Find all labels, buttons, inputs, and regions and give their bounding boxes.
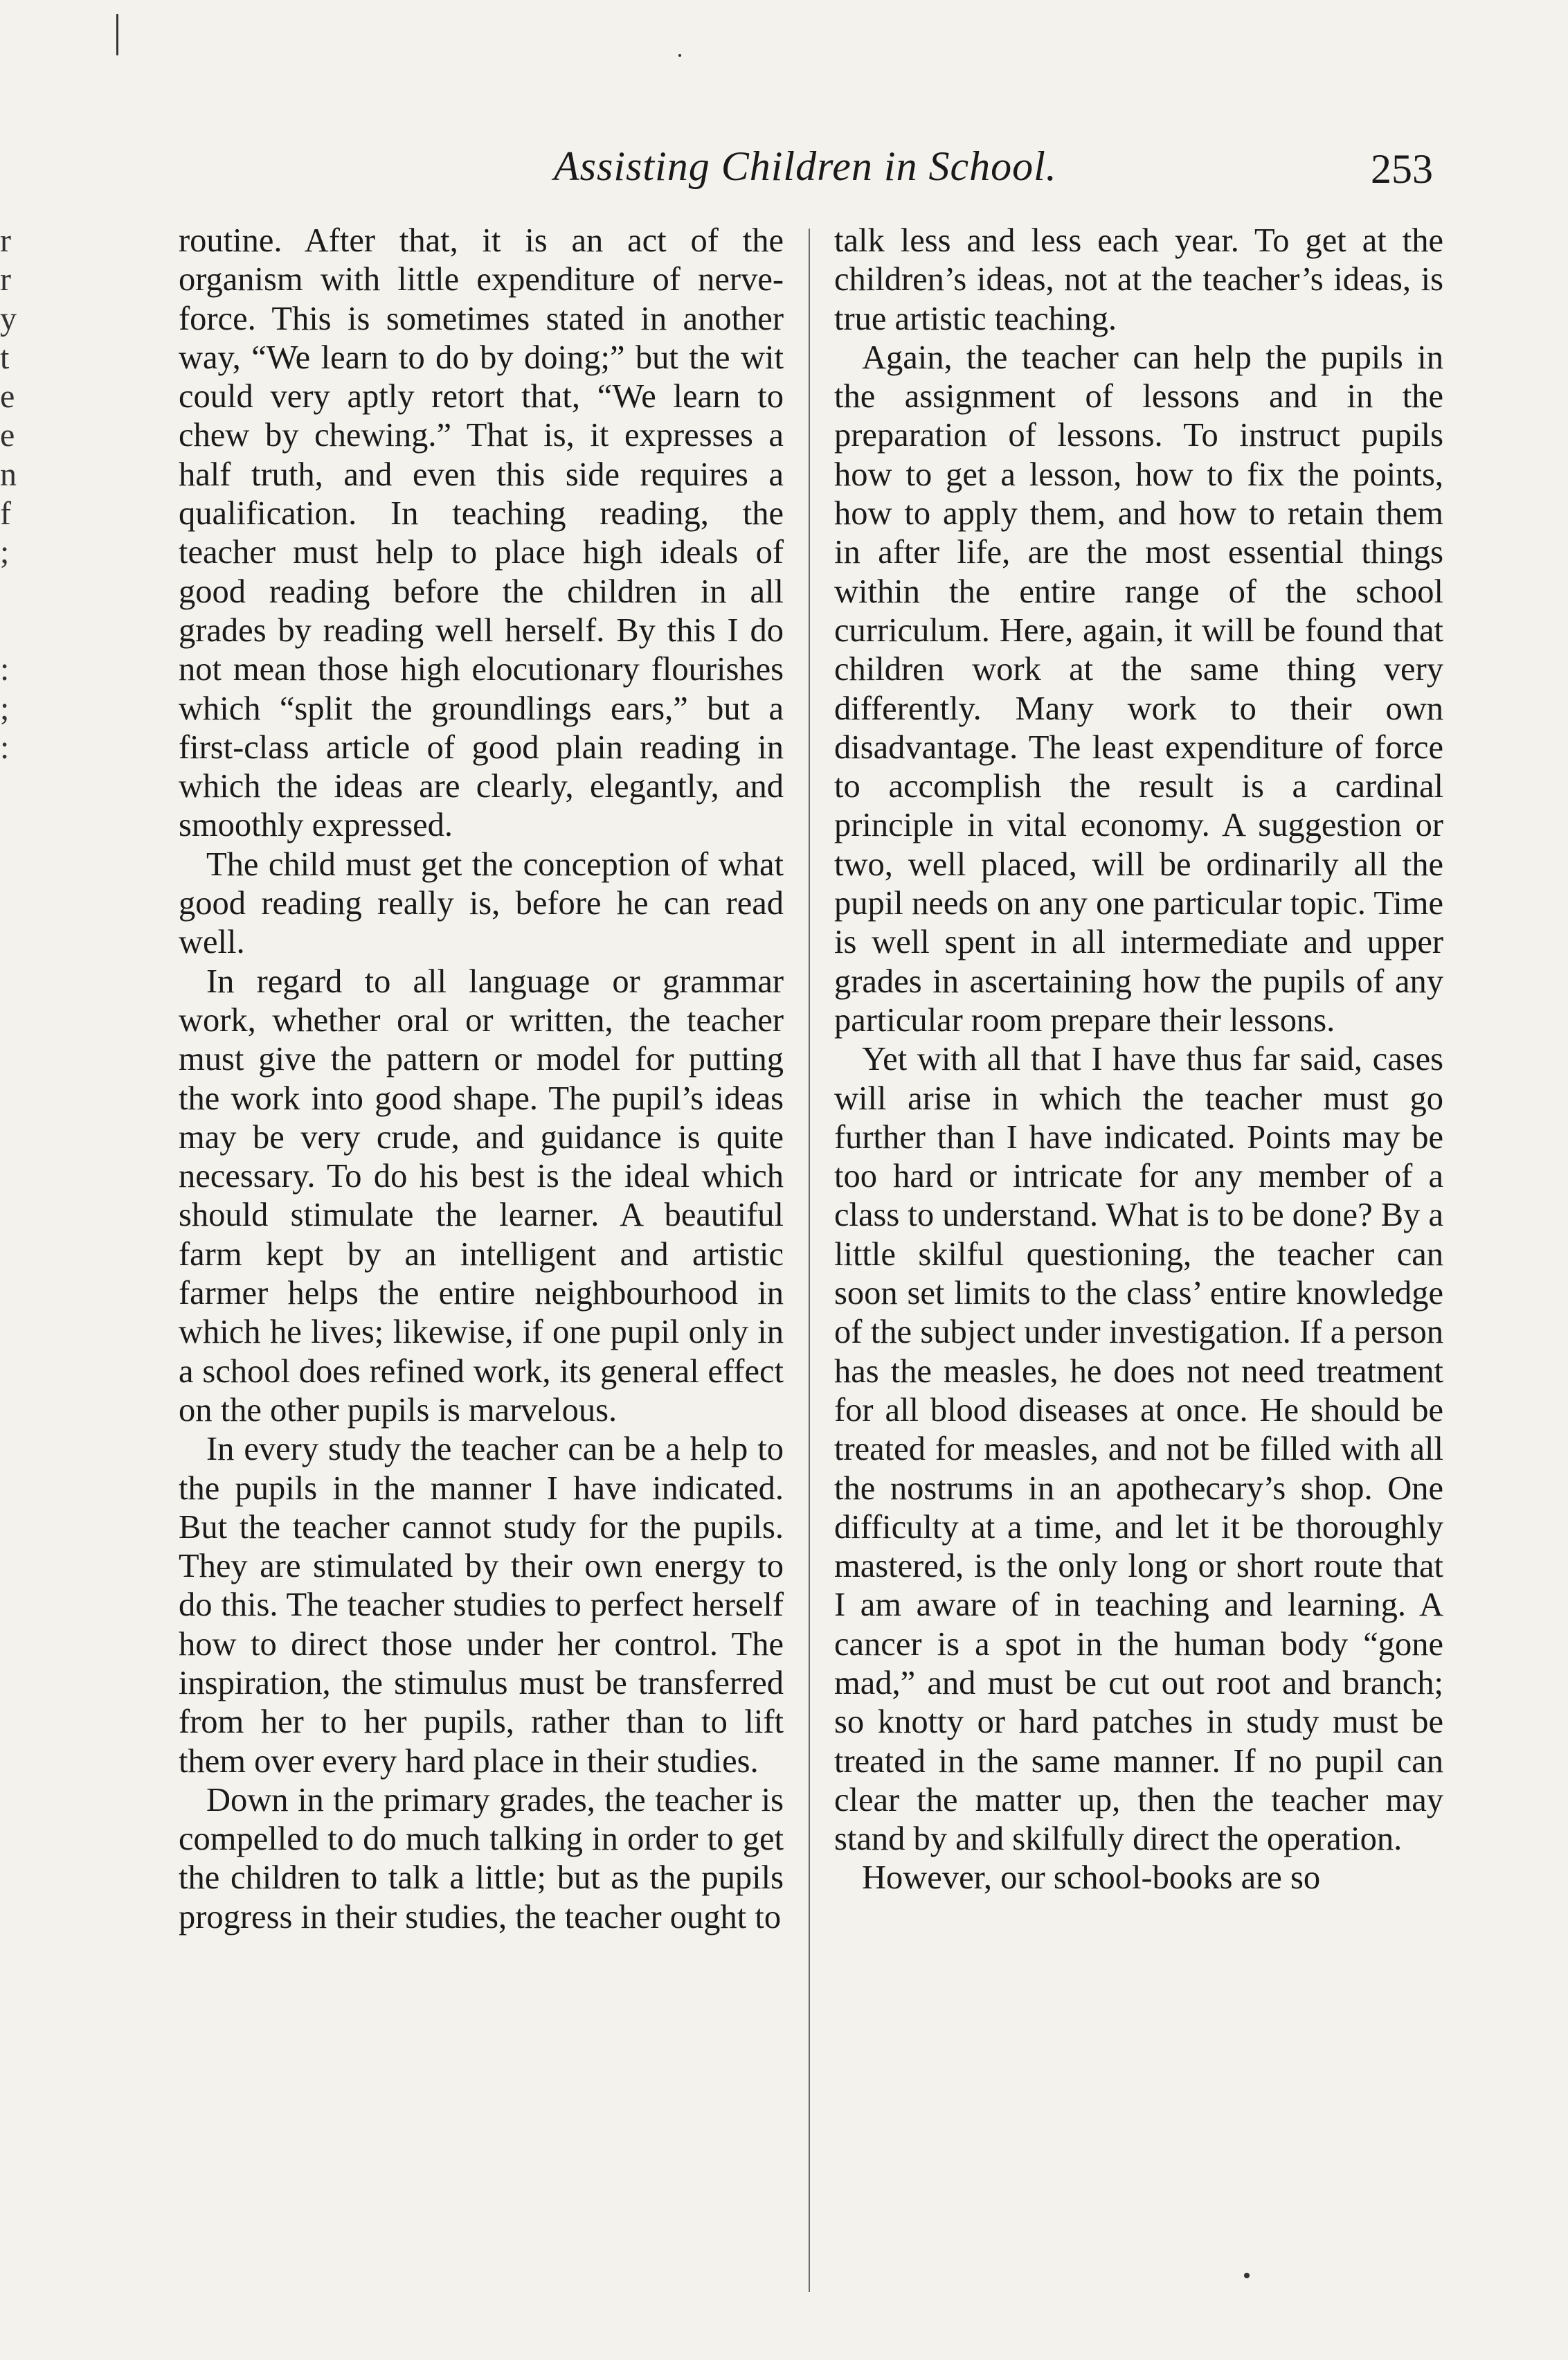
margin-fragment: y	[0, 300, 17, 337]
paragraph: Yet with all that I have thus far said, cases will arise in which the teacher must go further than I have indicated. Points may be too hard or intricate for any member of a class to understand. What is to be done? By a little skilful questioning, the teacher can soon set limits to the class’ entire knowledge of the subject under investigation. If a person has the measles, he does not need treatment for all blood diseases at once. He should be treated for measles, and not be filled with all the nostrums in an apothecary’s shop. One difficulty at a time, and let it be thoroughly mastered, is the only long or short route that I am aware of in teaching and learning. A cancer is a spot in the human body “gone mad,” and must be cut out root and branch; so knotty or hard patches in study must be treated in the same manner. If no pupil can clear the matter up, then the teacher may stand by and skilfully direct the operation.	[834, 1041, 1443, 1858]
margin-fragment	[0, 806, 28, 845]
margin-fragment	[0, 767, 28, 806]
margin-fragment: ;	[0, 534, 10, 571]
running-title: Assisting Children in School.	[554, 143, 1057, 189]
margin-fragment: :	[0, 728, 10, 766]
margin-fragment: ;	[0, 690, 10, 727]
right-column	[834, 222, 1443, 1898]
left-column	[179, 222, 784, 1937]
paragraph: The child must get the conception of what good reading really is, before he can read well.	[179, 846, 784, 961]
margin-fragment: r	[0, 222, 11, 259]
paragraph: In every study the teacher can be a help to the pupils in the manner I have indicated. But the teacher cannot study for the pupils. They are stimulated by their own energy to do this. The teacher studies to perfect herself how to direct those under her control. The inspiration, the stimulus must be transferred from her to her pupils, rather than to lift them over every hard place in their studies.	[179, 1431, 784, 1780]
margin-fragment: n	[0, 456, 17, 493]
column-divider	[809, 229, 810, 2292]
margin-fragment: e	[0, 378, 15, 415]
paragraph: In regard to all language or grammar work, whether oral or written, the teacher must give the pattern or model for putting the work into good shape. The pupil’s ideas may be very crude, and guidance is quite necessary. To do his best is the ideal which should stimulate the learner. A beautiful farm kept by an intelligent and artistic farmer helps the entire neighbourhood in which he lives; likewise, if one pupil only in a school does refined work, its general effect on the other pupils is marvelous.	[179, 963, 784, 1429]
page-number: 253	[1371, 146, 1433, 192]
margin-fragments	[0, 222, 28, 846]
margin-fragment: t	[0, 339, 10, 376]
margin-fragment	[0, 573, 28, 611]
paragraph: Down in the primary grades, the teacher is compelled to do much talking in order to get the children to talk a little; but as the pupils progress in their studies, the teacher ought to	[179, 1781, 784, 1936]
paragraph: talk less and less each year. To get at the children’s ideas, not at the teacher’s ideas, is true artistic teaching.	[834, 222, 1443, 337]
scan-speck	[1244, 2273, 1250, 2278]
paragraph: routine. After that, it is an act of the organism with little expenditure of nerve-force. This is sometimes stated in another way, “We learn to do by doing;” but the wit could very aptly retort that, “We learn to chew by chewing.” That is, it expresses a half truth, and even this side requires a qualification. In teaching reading, the teacher must help to place high ideals of good reading before the children in all grades by reading well herself. By this I do not mean those high elocutionary flourishes which “split the groundlings ears,” but a first-class article of good plain reading in which the ideas are clearly, elegantly, and smoothly expressed.	[179, 222, 784, 844]
scan-speck	[678, 54, 681, 57]
margin-fragment	[0, 611, 28, 650]
paragraph: However, our school-books are so	[862, 1859, 1321, 1897]
margin-fragment: f	[0, 495, 11, 533]
page-header	[166, 143, 1433, 198]
margin-fragment: e	[0, 417, 15, 454]
margin-fragment: :	[0, 651, 10, 688]
scan-speck	[116, 14, 118, 55]
margin-fragment: r	[0, 261, 11, 298]
paragraph: Again, the teacher can help the pupils in the assignment of lessons and in the preparation of lessons. To instruct pupils how to get a lesson, how to fix the points, how to apply them, and how to retain them in after life, are the most essential things within the entire range of the school curriculum. Here, again, it will be found that children work at the same thing very differently. Many work to their own disadvantage. The least expenditure of force to accomplish the result is a cardinal principle in vital economy. A suggestion or two, well placed, will be ordinarily all the pupil needs on any one particular topic. Time is well spent in all intermediate and upper grades in ascertaining how the pupils of any particular room prepare their lessons.	[834, 339, 1443, 1039]
